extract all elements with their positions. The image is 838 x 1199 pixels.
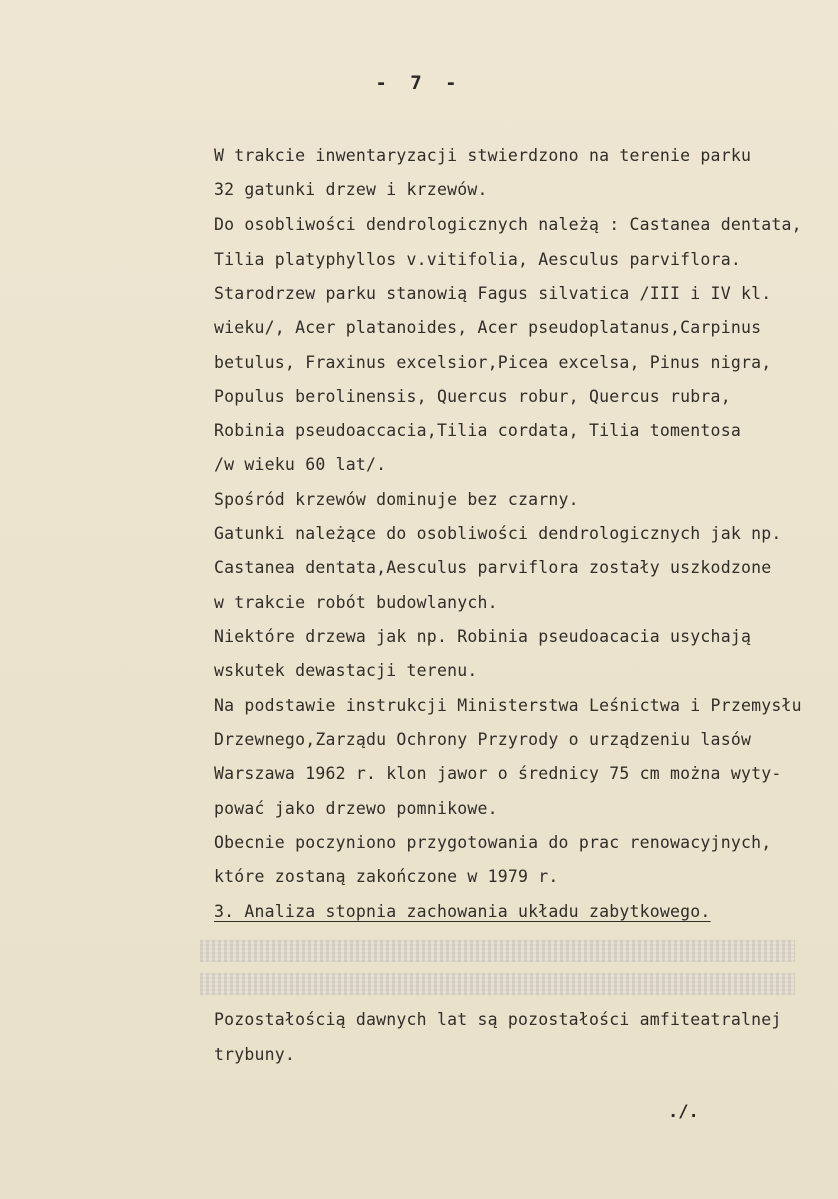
text-line-1: W trakcie inwentaryzacji stwierdzono na terenie parku [214, 146, 752, 165]
text-line-19: Warszawa 1962 r. klon jawor o średnicy 75 cm można wyty- [214, 764, 782, 783]
section-heading: 3. Analiza stopnia zachowania układu zabytkowego. [214, 902, 711, 921]
redacted-line-1 [200, 940, 795, 962]
text-line-6: wieku/, Acer platanoides, Acer pseudoplatanus,Carpinus [214, 318, 762, 337]
text-line-4: Tilia platyphyllos v.vitifolia, Aesculus parviflora. [214, 250, 741, 269]
text-line-21: Obecnie poczyniono przygotowania do prac renowacyjnych, [214, 833, 772, 852]
text-line-15: Niektóre drzewa jak np. Robinia pseudoacacia usychają [214, 627, 752, 646]
closing-line-2: trybuny. [214, 1045, 296, 1064]
text-line-17: Na podstawie instrukcji Ministerstwa Leśnictwa i Przemysłu [214, 696, 802, 715]
text-line-2: 32 gatunki drzew i krzewów. [214, 180, 488, 199]
text-line-20: pować jako drzewo pomnikowe. [214, 799, 498, 818]
text-line-14: w trakcie robót budowlanych. [214, 593, 498, 612]
text-line-22: które zostaną zakończone w 1979 r. [214, 867, 559, 886]
text-line-5: Starodrzew parku stanowią Fagus silvatica /III i IV kl. [214, 284, 772, 303]
text-line-10: /w wieku 60 lat/. [214, 455, 387, 474]
text-line-8: Populus berolinensis, Quercus robur, Quercus rubra, [214, 387, 731, 406]
continuation-mark: ./. [668, 1102, 699, 1122]
text-line-11: Spośród krzewów dominuje bez czarny. [214, 490, 579, 509]
text-line-18: Drzewnego,Zarządu Ochrony Przyrody o urządzeniu lasów [214, 730, 752, 749]
closing-line-1: Pozostałością dawnych lat są pozostałości amfiteatralnej [214, 1010, 782, 1029]
text-line-7: betulus, Fraxinus excelsior,Picea excelsa, Pinus nigra, [214, 353, 772, 372]
text-line-16: wskutek dewastacji terenu. [214, 661, 478, 680]
text-line-9: Robinia pseudoaccacia,Tilia cordata, Tilia tomentosa [214, 421, 741, 440]
redacted-line-2 [200, 973, 795, 995]
text-line-13: Castanea dentata,Aesculus parviflora zostały uszkodzone [214, 558, 772, 577]
text-line-12: Gatunki należące do osobliwości dendrologicznych jak np. [214, 524, 782, 543]
text-line-3: Do osobliwości dendrologicznych należą : Castanea dentata, [214, 215, 802, 234]
page-number: - 7 - [375, 72, 463, 94]
